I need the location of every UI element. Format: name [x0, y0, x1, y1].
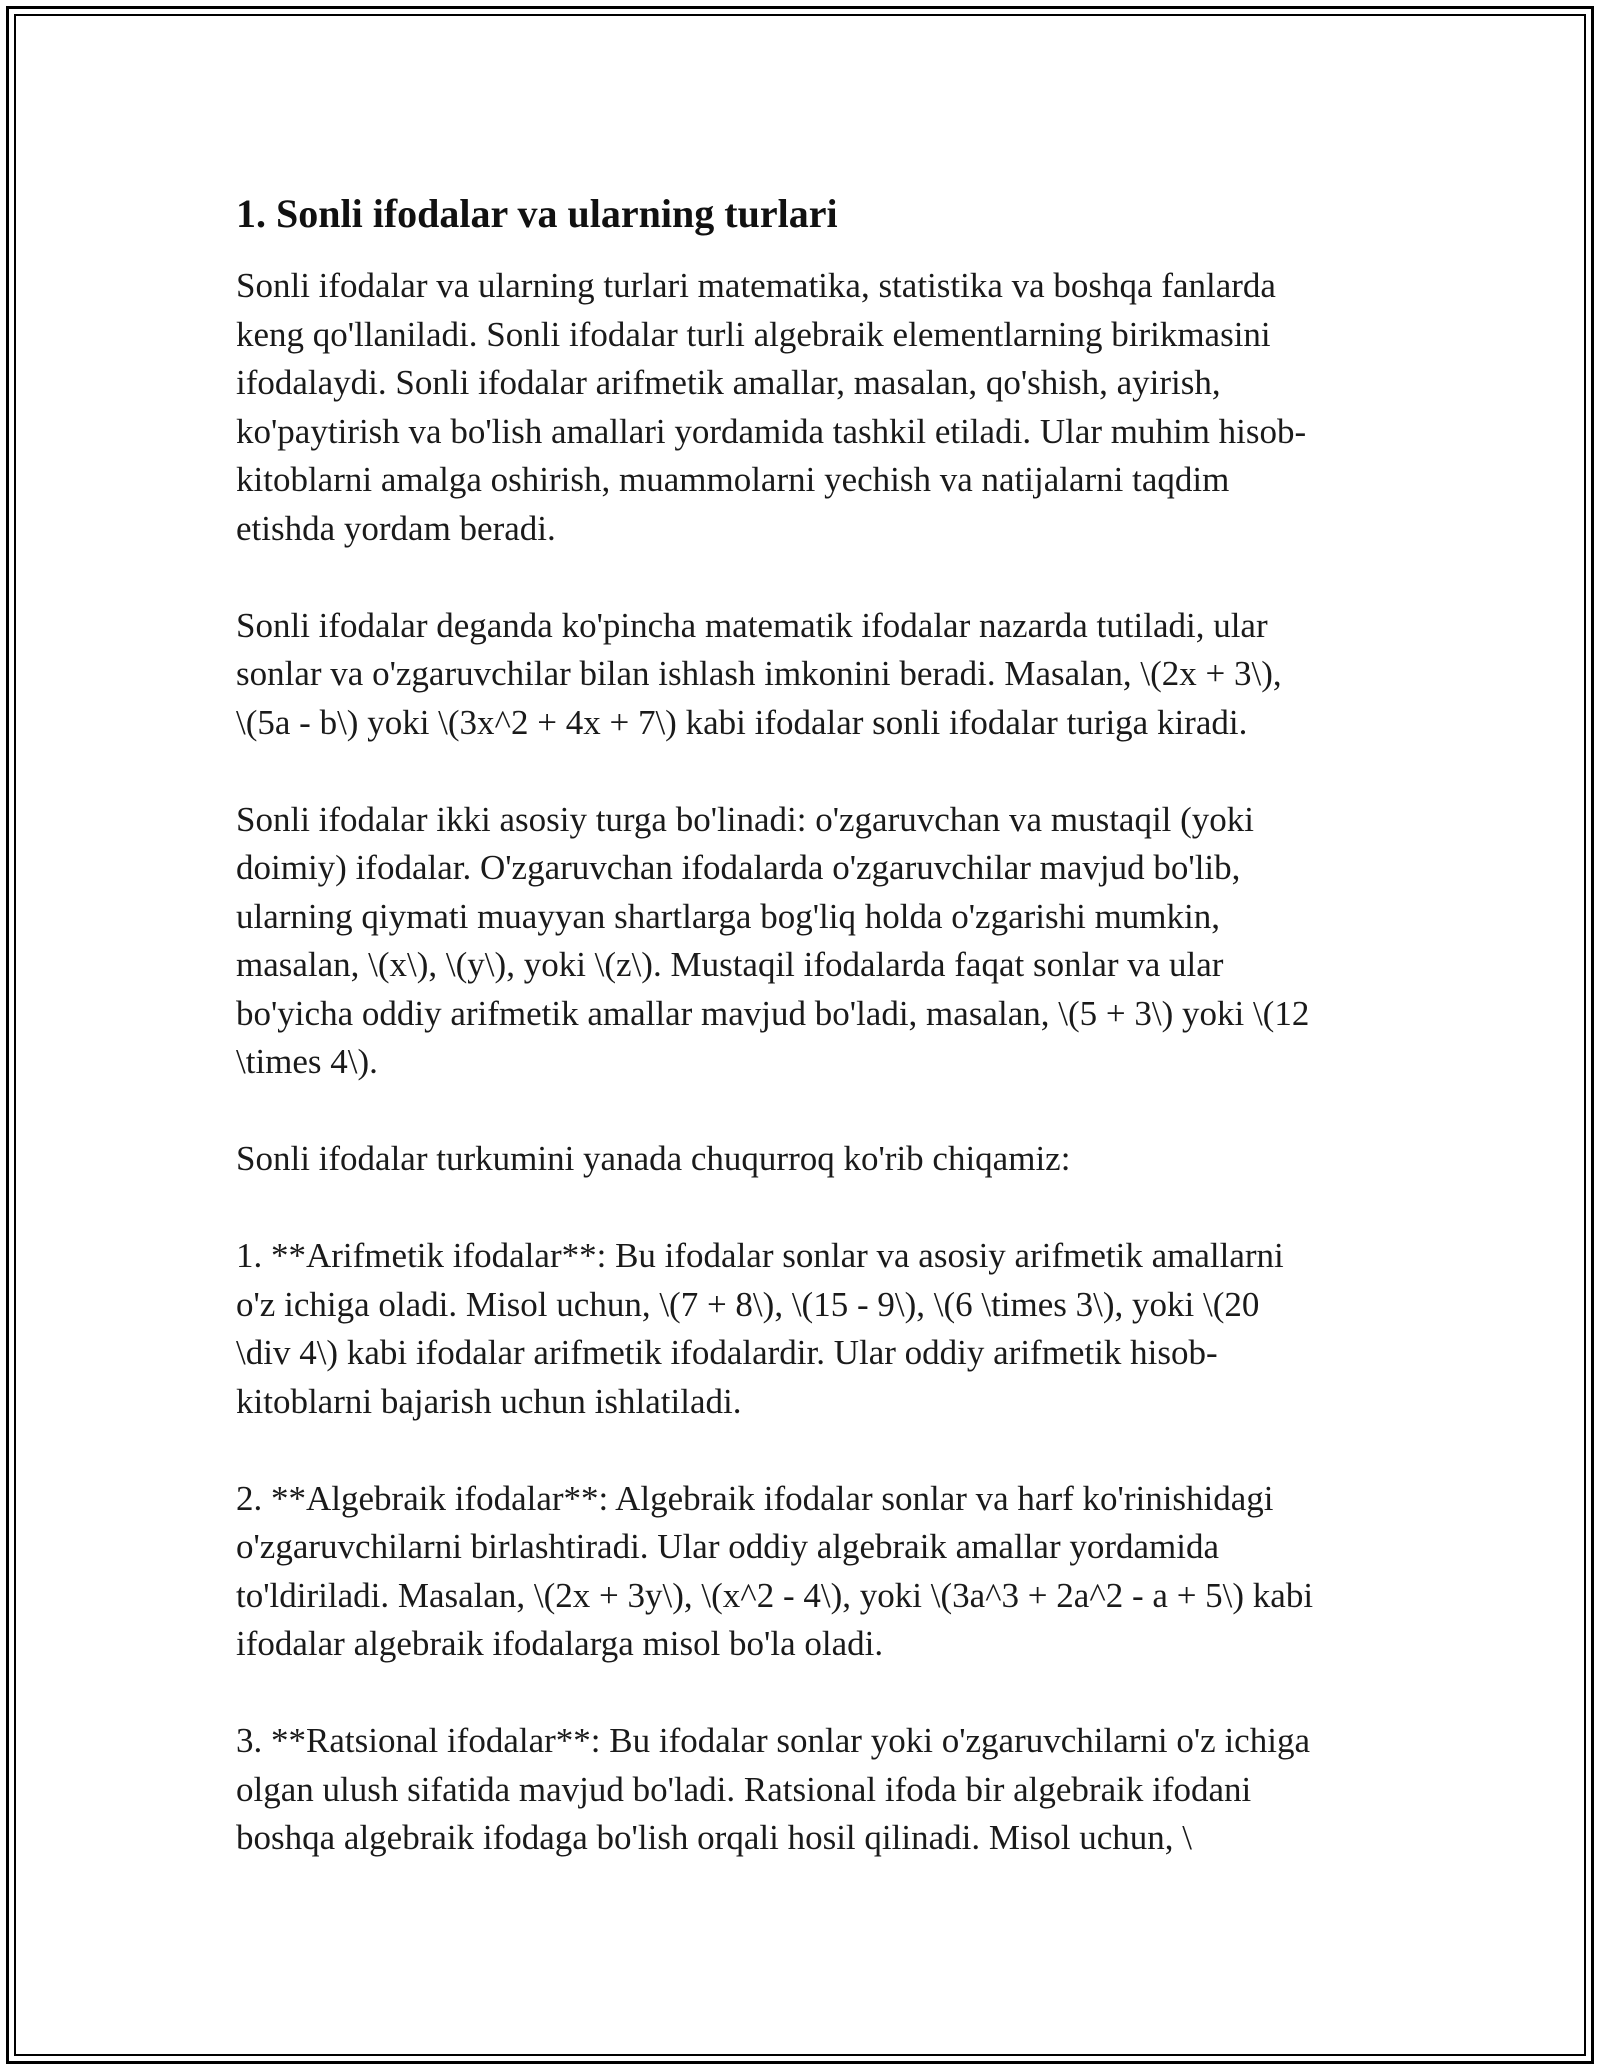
text-line: masalan, \(x\), \(y\), yoki \(z\). Mustaqil ifodalarda faqat sonlar va ular [236, 945, 1224, 984]
text-line: boshqa algebraik ifodaga bo'lish orqali hosil qilinadi. Misol uchun, \ [236, 1818, 1193, 1857]
text-line: \(5a - b\) yoki \(3x^2 + 4x + 7\) kabi ifodalar sonli ifodalar turiga kiradi. [236, 702, 1248, 742]
text-line: ifodalaydi. Sonli ifodalar arifmetik amallar, masalan, qo'shish, ayirish, [236, 363, 1221, 402]
text-line: Sonli ifodalar ikki asosiy turga bo'linadi: o'zgaruvchan va mustaqil (yoki [236, 799, 1255, 839]
text-line: \times 4\). [236, 1042, 378, 1081]
text-line: etishda yordam beradi. [236, 508, 556, 548]
document-body [236, 188, 1376, 1911]
paragraph-types [236, 796, 1376, 1087]
text-line: Sonli ifodalar turkumini yanada chuqurroq ko'rib chiqamiz: [236, 1139, 1071, 1178]
text-line: 3. **Ratsional ifodalar**: Bu ifodalar sonlar yoki o'zgaruvchilarni o'z ichiga [236, 1721, 1310, 1760]
text-line: keng qo'llaniladi. Sonli ifodalar turli algebraik elementlarning birikmasini [236, 314, 1271, 354]
text-line: ifodalar algebraik ifodalarga misol bo'la oladi. [236, 1624, 884, 1663]
list-item-rational [236, 1717, 1376, 1863]
text-line: Sonli ifodalar deganda ko'pincha matematik ifodalar nazarda tutiladi, ular [236, 605, 1268, 645]
paragraph-lead-in [236, 1135, 1376, 1184]
text-line: 1. **Arifmetik ifodalar**: Bu ifodalar sonlar va asosiy arifmetik amallarni [236, 1236, 1284, 1275]
text-line: kitoblarni amalga oshirish, muammolarni yechish va natijalarni taqdim [236, 460, 1230, 499]
text-line: \div 4\) kabi ifodalar arifmetik ifodalardir. Ular oddiy arifmetik hisob- [236, 1333, 1218, 1372]
list-item-algebraic [236, 1475, 1376, 1669]
text-line: bo'yicha oddiy arifmetik amallar mavjud bo'ladi, masalan, \(5 + 3\) yoki \(12 [236, 993, 1310, 1033]
paragraph-intro [236, 262, 1376, 553]
text-line: ularning qiymati muayyan shartlarga bog'liq holda o'zgarishi mumkin, [236, 896, 1220, 936]
text-line: 2. **Algebraik ifodalar**: Algebraik ifodalar sonlar va harf ko'rinishidagi [236, 1478, 1274, 1518]
text-line: o'z ichiga oladi. Misol uchun, \(7 + 8\), \(15 - 9\), \(6 \times 3\), yoki \(20 [236, 1284, 1260, 1324]
text-line: to'ldiriladi. Masalan, \(2x + 3y\), \(x^2 - 4\), yoki \(3a^3 + 2a^2 - a + 5\) kabi [236, 1575, 1314, 1615]
text-line: ko'paytirish va bo'lish amallari yordamida tashkil etiladi. Ular muhim hisob- [236, 411, 1307, 451]
text-line: kitoblarni bajarish uchun ishlatiladi. [236, 1381, 742, 1421]
text-line: olgan ulush sifatida mavjud bo'ladi. Ratsional ifoda bir algebraik ifodani [236, 1769, 1252, 1809]
paragraph-definition [236, 602, 1376, 748]
section-heading: 1. Sonli ifodalar va ularning turlari [236, 191, 838, 236]
text-line: doimiy) ifodalar. O'zgaruvchan ifodalarda o'zgaruvchilar mavjud bo'lib, [236, 848, 1241, 887]
text-line: o'zgaruvchilarni birlashtiradi. Ular oddiy algebraik amallar yordamida [236, 1527, 1220, 1566]
text-line: sonlar va o'zgaruvchilar bilan ishlash imkonini beradi. Masalan, \(2x + 3\), [236, 654, 1282, 693]
text-line: Sonli ifodalar va ularning turlari matematika, statistika va boshqa fanlarda [236, 266, 1276, 305]
list-item-arithmetic [236, 1232, 1376, 1426]
